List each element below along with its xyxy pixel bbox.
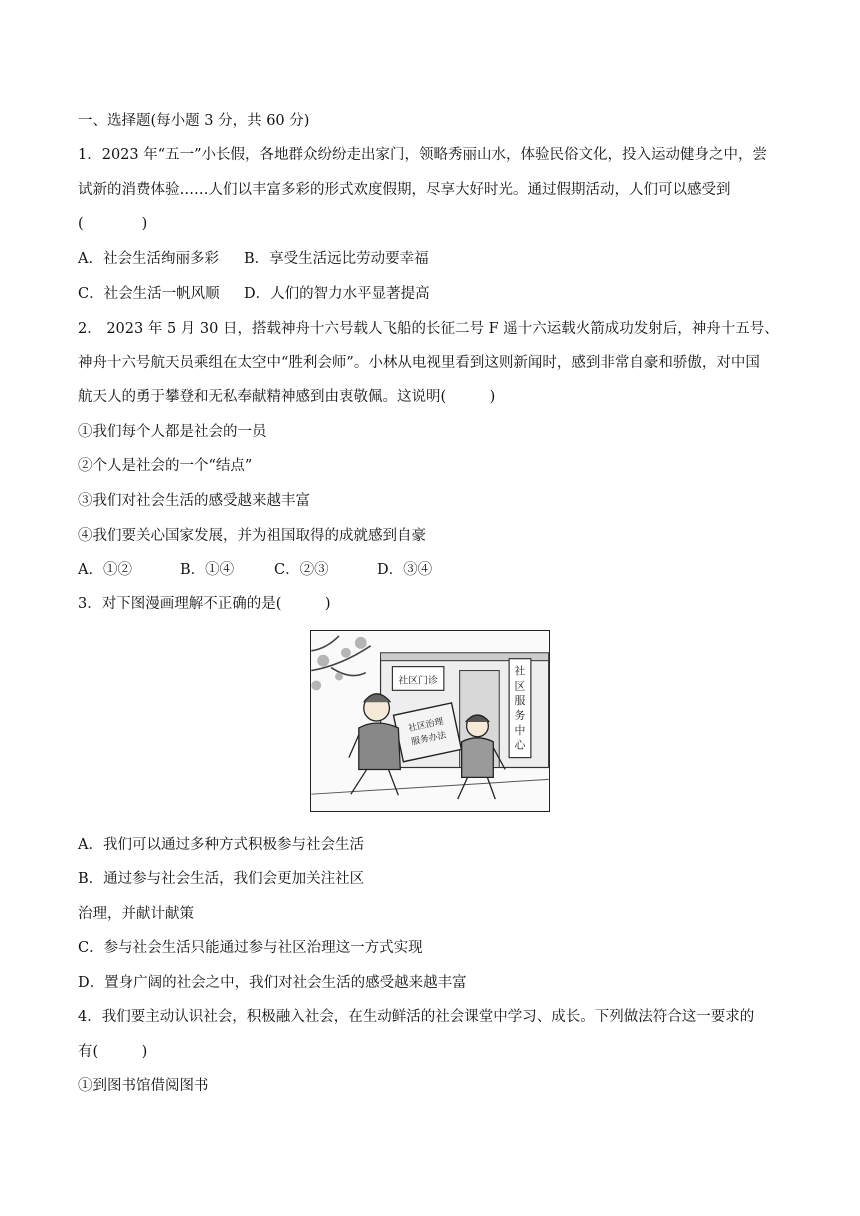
q1-option-a: A．社会生活绚丽多彩 [78, 251, 219, 267]
q2-option-a: A．①② [78, 562, 132, 578]
q4-stem-line1: 4．我们要主动认识社会，积极融入社会，在生动鲜活的社会课堂中学习、成长。下列做法符合这一要求的 [78, 1009, 755, 1025]
q2-stem-line2: 神舟十六号航天员乘组在太空中“胜利会师”。小林从电视里看到这则新闻时，感到非常自豪和骄傲，对中国 [78, 355, 760, 371]
q3-option-a: A．我们可以通过多种方式积极参与社会生活 [78, 837, 364, 853]
q2-statement-3: ③我们对社会生活的感受越来越丰富 [78, 493, 310, 509]
section-title: 一、选择题(每小题 3 分，共 60 分) [78, 113, 310, 129]
q2-options [78, 560, 782, 580]
q2-statement-4: ④我们要关心国家发展，并为祖国取得的成就感到自豪 [78, 528, 426, 544]
q3-option-b-line2: 治理，并献计献策 [78, 906, 194, 922]
q2-stem-line3: 航天人的勇于攀登和无私奉献精神感到由衷敬佩。这说明( ) [78, 389, 496, 405]
q4-stem-line2: 有( ) [78, 1044, 148, 1060]
q4-statement-1: ①到图书馆借阅图书 [78, 1078, 209, 1094]
q1-option-b: B．享受生活远比劳动要幸福 [244, 251, 429, 267]
q2-statement-1: ①我们每个人都是社会的一员 [78, 424, 267, 440]
service-center-sign-char: 心 [514, 738, 526, 752]
q1-options-row1 [78, 249, 782, 269]
q3-option-d: D．置身广阔的社会之中，我们对社会生活的感受越来越丰富 [78, 975, 467, 991]
box-label-line2: 服务办法 [410, 730, 448, 748]
q1-answer-bracket: ( ) [78, 216, 148, 232]
q3-stem: 3．对下图漫画理解不正确的是( ) [78, 596, 331, 612]
q2-option-d: D．③④ [377, 562, 433, 578]
q3-option-c: C．参与社会生活只能通过参与社区治理这一方式实现 [78, 940, 423, 956]
q1-option-d: D．人们的智力水平显著提高 [244, 286, 430, 302]
box-label-line1: 社区治理 [407, 716, 445, 735]
clinic-sign-text: 社区门诊 [398, 675, 438, 687]
service-center-sign-char: 中 [514, 723, 526, 737]
q2-stem-line1: 2． 2023 年 5 月 30 日，搭载神舟十六号载人飞船的长征二号 F 遥十六运载火箭成功发射后，神舟十五号、 [78, 321, 779, 337]
q2-option-b: B．①④ [180, 562, 235, 578]
service-center-sign-char: 社 [514, 664, 526, 678]
service-center-sign-char: 服 [514, 694, 526, 708]
q1-option-c: C．社会生活一帆风顺 [78, 286, 220, 302]
community-cartoon-figure [310, 630, 550, 812]
q1-options-row2 [78, 284, 782, 304]
service-center-sign-char: 务 [514, 709, 526, 723]
q3-option-b-line1: B．通过参与社会生活，我们会更加关注社区 [78, 871, 365, 887]
q1-stem-line2: 试新的消费体验……人们以丰富多彩的形式欢度假期，尽享大好时光。通过假期活动，人们可以感受到 [78, 182, 731, 198]
q2-option-c: C．②③ [274, 562, 329, 578]
q1-stem-line1: 1．2023 年“五一”小长假，各地群众纷纷走出家门，领略秀丽山水，体验民俗文化，投入运动健身之中，尝 [78, 147, 768, 163]
q2-statement-2: ②个人是社会的一个“结点” [78, 458, 253, 474]
service-center-sign-char: 区 [514, 679, 526, 693]
